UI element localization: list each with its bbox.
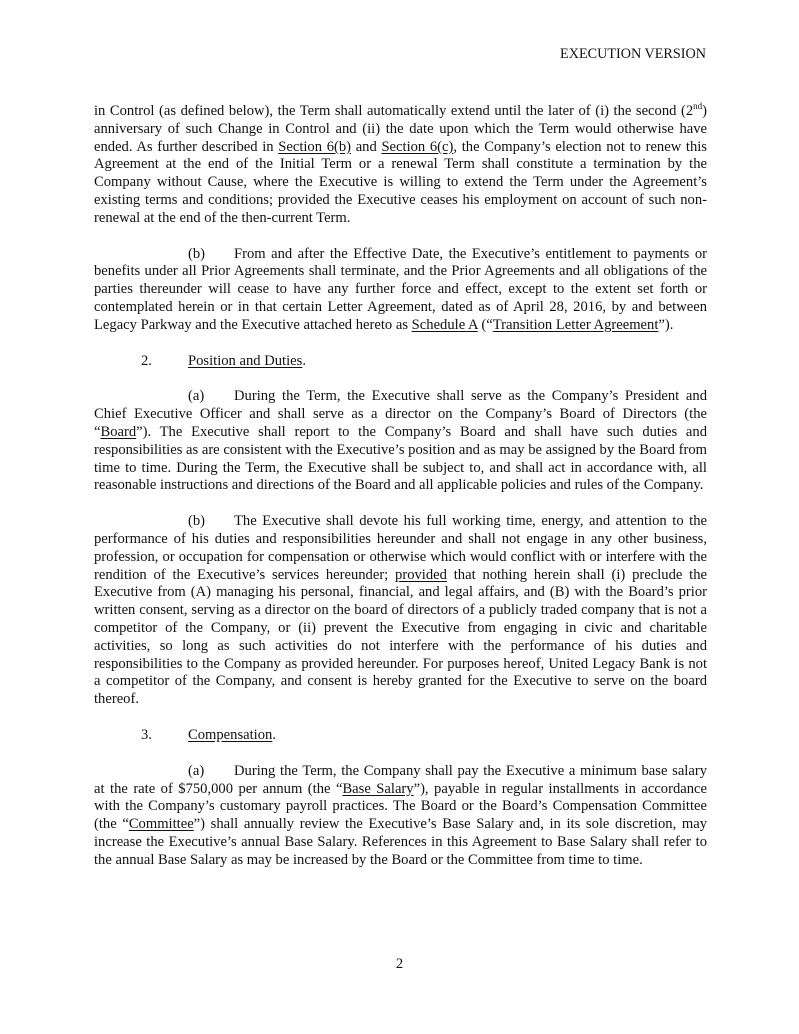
section-title: Position and Duties bbox=[188, 352, 303, 369]
clause-label: (b) bbox=[188, 245, 206, 262]
section-number: 2. bbox=[141, 352, 152, 369]
defined-term-transition-letter-agreement: Transition Letter Agreement bbox=[492, 316, 659, 333]
execution-version-header: EXECUTION VERSION bbox=[560, 46, 706, 62]
paragraph-2a bbox=[94, 388, 707, 495]
paragraph-1b bbox=[94, 246, 707, 335]
paragraph-3a bbox=[94, 763, 707, 870]
text-run: ”), payable in regular installments in accordance with the Company’s customary payroll practices. The Board or the Board’s Compensation Committee (the “ bbox=[94, 780, 707, 833]
text-run: ”). The Executive shall report to the Company’s Board and shall have such duties and responsibilities as are consistent with the Executive’s position and as may be assigned by the Board from time to time. During the Term, the Executive shall be subject to, and shall act in accordance with, all reasonable instructions and directions of the Board and all applicable policies and rules of the Company. bbox=[94, 423, 707, 494]
text-run: ”). bbox=[658, 316, 674, 333]
text-run: The Executive shall devote his full working time, energy, and attention to the performance of his duties and responsibilities hereunder and shall not engage in any other business, profession, or occupation for compensation or otherwise which would conflict with or interfere with the rendition of the Executive’s services hereunder; bbox=[94, 513, 707, 583]
page-number: 2 bbox=[395, 956, 404, 972]
defined-term-base-salary: Base Salary bbox=[342, 780, 414, 797]
clause-label: (b) bbox=[188, 513, 206, 530]
text-run: that nothing herein shall (i) preclude the Executive from (A) managing his personal, financial, and legal affairs, and (B) with the Board’s prior written consent, serving as a director on the board of directors of a publicly traded company that is not a competitor of the Company, or (ii) prevent the Executive from engaging in civic and charitable activities, so long as such activities do not interfere with the performance of his duties and responsibilities to the Company as provided hereunder. For purposes hereof, United Legacy Bank is not a competitor of the Company, and consent is hereby granted for the Executive to serve on the board thereof. bbox=[94, 566, 707, 708]
section-2-heading bbox=[94, 353, 707, 371]
superscript: nd bbox=[693, 101, 703, 111]
provided-term: provided bbox=[395, 566, 447, 583]
text-run: During the Term, the Executive shall serve as the Company’s President and Chief Executive Officer and shall serve as a director on the Company’s Board of Directors (the “ bbox=[94, 388, 707, 440]
text-run: , the Company’s election not to renew this Agreement at the end of the Initial Term or a renewal Term shall constitute a termination by the Company without Cause, where the Executive is willing to extend the Term under the Agreement’s existing terms and conditions; provided the Executive ceases his employment on account of such non-renewal at the end of the then-current Term. bbox=[94, 138, 707, 226]
defined-term-board: Board bbox=[100, 423, 137, 440]
text-run: and bbox=[351, 138, 382, 155]
section-6c-reference: Section 6(c) bbox=[381, 138, 454, 155]
section-6b-reference: Section 6(b) bbox=[278, 138, 352, 155]
text-run: ) anniversary of such Change in Control and (ii) the date upon which the Term would otherwise have ended. As further described in bbox=[94, 103, 707, 155]
defined-term-committee: Committee bbox=[128, 816, 194, 833]
paragraph-term-continuation bbox=[94, 103, 707, 228]
text-run: . bbox=[302, 352, 306, 369]
section-3-heading bbox=[94, 727, 707, 745]
section-number: 3. bbox=[141, 726, 152, 743]
clause-label: (a) bbox=[188, 762, 205, 779]
document-body bbox=[94, 103, 707, 887]
text-run: During the Term, the Company shall pay the Executive a minimum base salary at the rate of $750,000 per annum (the “ bbox=[94, 762, 707, 797]
section-title: Compensation bbox=[188, 726, 273, 743]
text-run: in Control (as defined below), the Term shall automatically extend until the later of (i) the second (2 bbox=[94, 103, 694, 119]
schedule-a-reference: Schedule A bbox=[411, 316, 478, 333]
text-run: ”) shall annually review the Executive’s Base Salary and, in its sole discretion, may increase the Executive’s annual Base Salary. References in this Agreement to Base Salary shall refer to the annual Base Salary as may be increased by the Board or the Committee from time to time. bbox=[94, 816, 707, 868]
paragraph-2b bbox=[94, 513, 707, 709]
clause-label: (a) bbox=[188, 388, 205, 405]
text-run: From and after the Effective Date, the Executive’s entitlement to payments or benefits under all Prior Agreements shall terminate, and the Prior Agreements and all obligations of the parties thereunder will cease to have any further force and effect, except to the extent set forth or contemplated herein or in that certain Letter Agreement, dated as of April 28, 2016, by and between Legacy Parkway and the Executive attached hereto as bbox=[94, 245, 707, 333]
text-run: (“ bbox=[477, 316, 493, 333]
text-run: . bbox=[272, 726, 276, 743]
